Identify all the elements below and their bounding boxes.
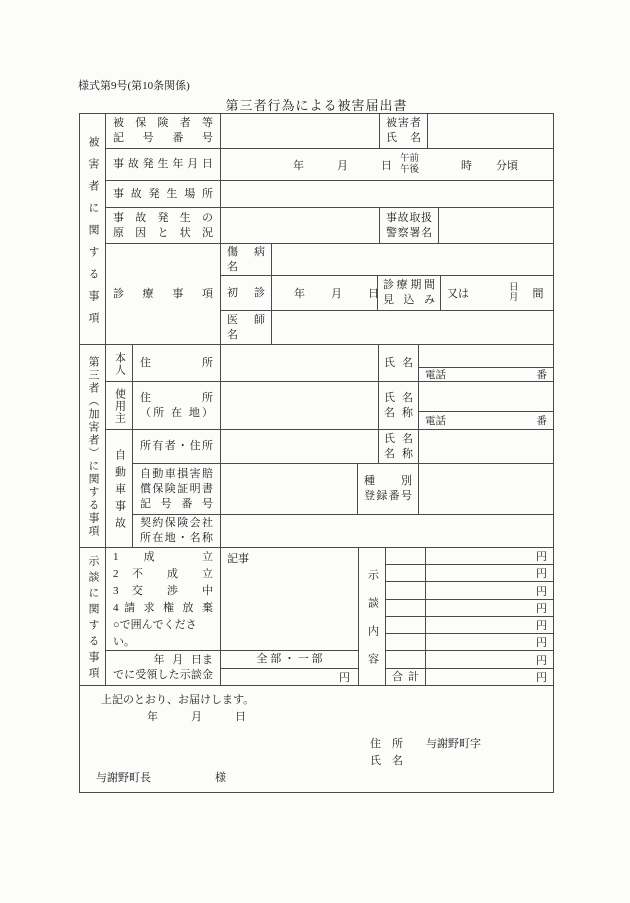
injury-name-field (271, 243, 554, 276)
insured-symbol-number-field (220, 113, 380, 149)
insured-label-line2: 記 号 番 号 (113, 132, 213, 144)
year-label: 年 (293, 159, 304, 172)
first-visit-date-field (271, 275, 378, 311)
treatment-period-label (377, 275, 441, 311)
liability-cert-label-line3: 記 号 番 号 (140, 497, 213, 510)
addressee-line (96, 771, 226, 785)
phone-number-suffix: 番 (536, 416, 547, 427)
employer-label-text: 使用主 (113, 388, 126, 424)
employer-address-field (220, 381, 379, 430)
contract-insurer-label (132, 514, 221, 548)
insured-symbol-number-label (105, 113, 221, 149)
settlement-amount-field-5 (425, 616, 554, 634)
yen-suffix: 円 (339, 672, 350, 684)
hour-label: 時 (461, 159, 473, 172)
police-station-label (379, 207, 439, 244)
settlement-amount-field-7 (425, 650, 554, 669)
first-visit-label (220, 275, 272, 311)
settlement-amount-field-4 (425, 599, 554, 617)
settlement-content-label-text: 示談内容 (366, 569, 379, 681)
yen-suffix: 円 (536, 585, 547, 598)
declarant-name-label: 氏 名 (370, 755, 403, 767)
unit-kan-label: 間 (532, 288, 544, 300)
doctor-name-label-text: 医 師 名 (227, 313, 265, 341)
yen-suffix: 円 (536, 654, 547, 667)
form-number: 様式第9号(第10条関係) (78, 80, 190, 92)
settlement-content-label (358, 547, 386, 686)
doctor-name-field (271, 310, 554, 345)
notes-label: 記事 (227, 553, 249, 565)
police-station-label-line1: 事故取扱 (386, 211, 432, 224)
police-station-label-line2: 警察署名 (386, 226, 432, 239)
phone-label: 電話 (425, 370, 446, 381)
employer-address-label-line1: 住 所 (140, 391, 213, 404)
received-amount-field (220, 668, 359, 686)
principal-label (105, 344, 133, 382)
owner-name-field (418, 429, 554, 464)
victim-name-label-line1: 被害者 (386, 117, 421, 129)
accident-cause-label (105, 207, 221, 244)
principal-name-label-text: 氏 名 (384, 356, 413, 369)
settlement-circle-note-line2: い。 (113, 636, 135, 648)
medical-matters-label-text: 診 療 事 項 (113, 287, 213, 300)
employer-name-label-line1: 氏 名 (384, 391, 413, 404)
form-title: 第三者行為による被害届出書 (225, 98, 408, 113)
settlement-item-field-3 (385, 581, 426, 600)
injury-name-label (220, 243, 272, 276)
auto-accident-label-text: 自動車事故 (113, 449, 126, 534)
contract-insurer-label-line1: 契約保険会社 (140, 517, 213, 529)
principal-name-field (418, 344, 554, 368)
settlement-notes-field (220, 547, 359, 651)
insured-label-line1: 被 保 険 者 等 (113, 117, 213, 129)
owner-name-label (378, 429, 419, 464)
pm-label: 午後 (400, 164, 420, 175)
settlement-options-block (105, 547, 221, 651)
doctor-name-label (220, 310, 272, 345)
owner-address-field (220, 429, 379, 464)
yen-suffix: 円 (536, 672, 547, 684)
liability-cert-label-line1: 自動車損害賠 (140, 467, 213, 480)
third-party-section-side-text: 第三者（加害者）に関する事項 (87, 356, 99, 538)
yen-suffix: 円 (536, 551, 547, 563)
principal-address-label-text: 住 所 (140, 356, 213, 369)
unit-day-label: 日 (509, 282, 519, 293)
accident-date-label-text: 事 故 発 生 年 月 日 (113, 158, 213, 170)
victim-name-label (379, 113, 428, 149)
yen-suffix: 円 (536, 568, 547, 580)
declarant-address-value: 与謝野町字 (426, 738, 481, 750)
owner-address-label (132, 429, 221, 464)
yen-suffix: 円 (536, 620, 547, 632)
accident-date-field (220, 148, 554, 181)
accident-date-label (105, 148, 221, 181)
owner-name-label-line1: 氏 名 (384, 432, 413, 445)
employer-name-field (418, 381, 554, 412)
settlement-amount-field-2 (425, 564, 554, 582)
settlement-item-field-1 (385, 547, 426, 565)
settlement-total-label (385, 668, 426, 686)
first-visit-day-label: 日 (368, 288, 379, 300)
employer-address-label (132, 381, 221, 430)
vehicle-type-registration-field (418, 463, 554, 515)
accident-cause-label-line1: 事 故 発 生 の (113, 211, 213, 224)
liability-cert-label-line2: 償保険証明書 (140, 482, 213, 495)
received-settlement-label (105, 650, 221, 686)
treatment-period-label-line2: 見 込 み (383, 294, 435, 306)
first-visit-year-label: 年 (294, 288, 305, 300)
settlement-item-field-6 (385, 633, 426, 651)
first-visit-month-label: 月 (331, 288, 342, 300)
month-label: 月 (337, 159, 348, 172)
full-partial-label: 全 部 ・ 一 部 (256, 653, 323, 665)
settlement-option-2: 2 不 成 立 (113, 568, 213, 580)
settlement-item-field-5 (385, 616, 426, 634)
vehicle-type-registration-label (357, 463, 419, 515)
settlement-item-field-7 (385, 650, 426, 669)
accident-cause-field (220, 207, 380, 244)
settlement-total-label-text: 合 計 (392, 671, 419, 683)
received-settlement-label-line2: でに受領した示談金 (113, 669, 213, 681)
declaration-notice: 上記のとおり、お届けします。 (101, 694, 255, 706)
principal-phone-field (418, 367, 554, 382)
received-settlement-label-line1: 年 月 日ま (153, 654, 213, 666)
declaration-box (79, 685, 554, 793)
liability-insurance-cert-field (220, 463, 358, 515)
employer-name-label-line2: 名 称 (384, 406, 413, 419)
vehicle-type-label-line1: 種 別 (364, 475, 412, 487)
yen-suffix: 円 (536, 603, 547, 615)
settlement-option-1: 1 成 立 (113, 551, 213, 563)
settlement-option-4: 4 請 求 権 放 棄 (113, 602, 213, 614)
day-month-unit-stack (509, 283, 519, 304)
contract-insurer-field (220, 514, 554, 548)
employer-label (105, 381, 133, 430)
police-station-field (438, 207, 554, 244)
yen-suffix: 円 (536, 637, 547, 649)
declarant-address-label: 住 所 (370, 738, 403, 750)
third-party-section-side-label (79, 344, 106, 548)
accident-place-field (220, 180, 554, 208)
victim-name-label-line2: 氏 名 (386, 132, 421, 144)
treatment-period-field (440, 275, 554, 311)
settlement-section-side-label (79, 547, 106, 686)
first-visit-label-text: 初 診 (227, 286, 265, 299)
owner-address-label-text: 所有者・住所 (140, 440, 213, 452)
vehicle-type-label-line2: 登録番号 (364, 490, 412, 502)
owner-name-label-line2: 名 称 (384, 447, 413, 460)
employer-address-label-line2: （所 在 地） (140, 406, 213, 419)
or-label: 又は (447, 288, 469, 300)
liability-insurance-cert-label (132, 463, 221, 515)
settlement-section-side-text: 示談に関する事項 (87, 555, 99, 683)
minute-label: 分頃 (496, 159, 519, 172)
settlement-item-field-2 (385, 564, 426, 582)
settlement-option-3: 3 交 渉 中 (113, 585, 213, 597)
principal-label-text: 本人 (113, 351, 126, 376)
principal-name-label (378, 344, 419, 382)
mayor-label: 与謝野町長 (96, 772, 151, 784)
principal-address-label (132, 344, 221, 382)
unit-month-label: 月 (509, 293, 519, 303)
am-label: 午前 (400, 154, 420, 164)
accident-place-label (105, 180, 221, 208)
honorific-label: 様 (215, 772, 226, 784)
phone-label: 電話 (425, 416, 446, 427)
auto-accident-label (105, 429, 133, 548)
declaration-date: 年 月 日 (147, 711, 246, 723)
settlement-amount-field-3 (425, 581, 554, 600)
victim-section-side-text: 被害者に関する事項 (87, 135, 99, 334)
victim-section-side-label (79, 113, 106, 345)
settlement-total-amount-field (425, 668, 554, 686)
phone-number-suffix: 番 (536, 370, 547, 381)
treatment-period-label-line1: 診療期間 (383, 279, 435, 291)
contract-insurer-label-line2: 所在地・名称 (140, 532, 213, 544)
settlement-item-field-4 (385, 599, 426, 617)
accident-cause-label-line2: 原 因 と 状 況 (113, 226, 213, 239)
declarant-address-line (370, 737, 481, 751)
employer-name-label (378, 381, 419, 430)
settlement-amount-field-6 (425, 633, 554, 651)
settlement-amount-field-1 (425, 547, 554, 565)
day-label: 日 (381, 159, 392, 172)
principal-address-field (220, 344, 379, 382)
medical-matters-label (105, 243, 221, 345)
full-partial-cell (220, 650, 359, 669)
settlement-circle-note-line1: ○で囲んでくださ (113, 619, 197, 631)
victim-name-field (427, 113, 554, 149)
am-pm-label (400, 154, 419, 175)
employer-phone-field (418, 411, 554, 430)
injury-name-label-text: 傷 病 名 (227, 245, 265, 273)
accident-place-label-text: 事 故 発 生 場 所 (113, 187, 213, 200)
